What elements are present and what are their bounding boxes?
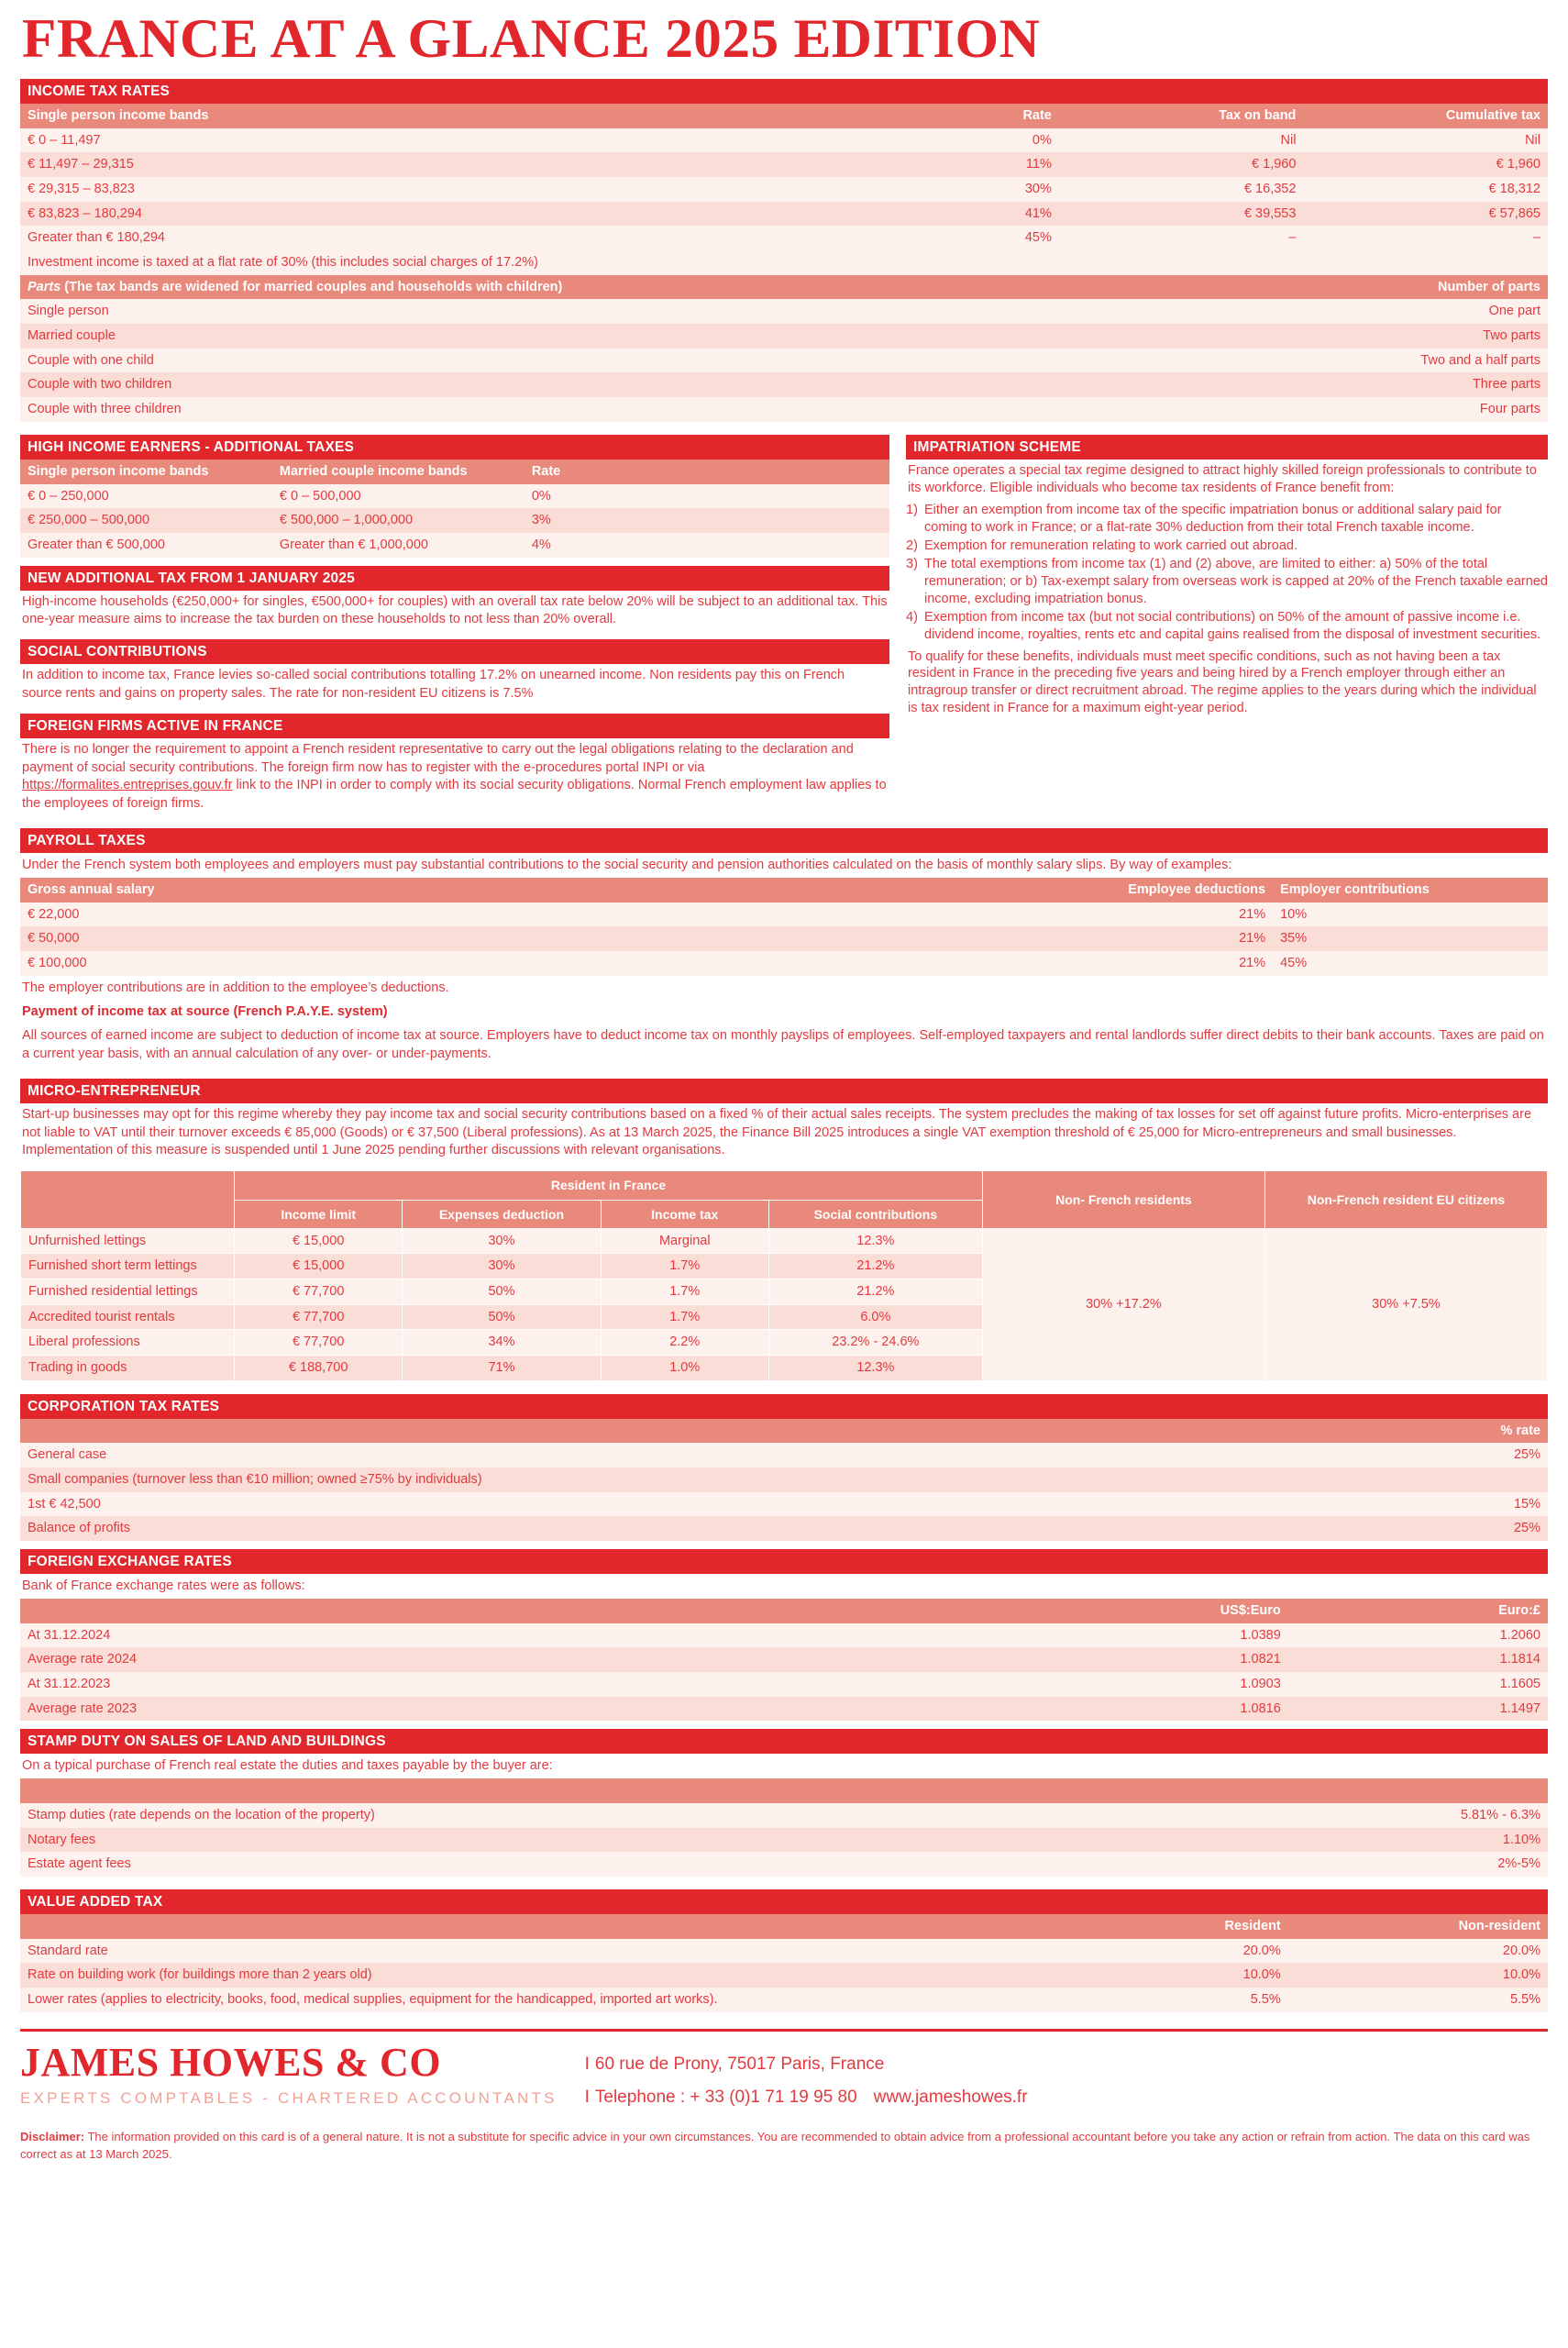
company-tagline: EXPERTS COMPTABLES - CHARTERED ACCOUNTANTS xyxy=(20,2088,558,2107)
telephone-line xyxy=(585,2081,1548,2114)
table-row xyxy=(20,202,1548,227)
cell-resident-rate: 20.0% xyxy=(1029,1939,1288,1964)
cell-category: Accredited tourist rentals xyxy=(21,1304,235,1330)
cell-expenses-deduction: 30% xyxy=(403,1228,601,1254)
col-percent-rate: % rate xyxy=(1288,1419,1548,1444)
cell-parts: Three parts xyxy=(1089,372,1548,397)
fx-table xyxy=(20,1599,1548,1721)
cell-tax-on-band: € 39,553 xyxy=(1059,202,1304,227)
table-row xyxy=(20,299,1548,324)
cell-household: Married couple xyxy=(20,324,1089,349)
col-resident: Resident xyxy=(1029,1914,1288,1939)
corporation-header: CORPORATION TAX RATES xyxy=(20,1394,1548,1419)
foreign-firms-text-2: link to the INPI in order to comply with its social security obligations. Normal French employment law applies to the employees of foreign firms. xyxy=(22,778,887,811)
table-row xyxy=(20,926,1548,951)
cell-household: Single person xyxy=(20,299,1089,324)
cell-non-resident-rate: 5.5% xyxy=(1288,1988,1548,2012)
cell-income-limit: € 188,700 xyxy=(235,1356,403,1381)
bullet-marker: I xyxy=(584,2054,590,2074)
payroll-table xyxy=(20,878,1548,976)
cell-tax-on-band: € 1,960 xyxy=(1059,152,1304,177)
table-row xyxy=(20,1828,1548,1853)
foreign-firms-header: FOREIGN FIRMS ACTIVE IN FRANCE xyxy=(20,714,889,738)
parts-header-rest: (The tax bands are widened for married couples and households with children) xyxy=(61,279,563,294)
stamp-duty-header: STAMP DUTY ON SALES OF LAND AND BUILDINGS xyxy=(20,1729,1548,1754)
cell-expenses-deduction: 34% xyxy=(403,1330,601,1356)
fx-header: FOREIGN EXCHANGE RATES xyxy=(20,1549,1548,1574)
col-tax-on-band: Tax on band xyxy=(1059,104,1304,128)
cell-employer-contribution: 10% xyxy=(1273,903,1548,927)
table-row xyxy=(20,1697,1548,1722)
cell-period: At 31.12.2023 xyxy=(20,1672,1029,1697)
cell-expenses-deduction: 30% xyxy=(403,1254,601,1279)
cell-parts: One part xyxy=(1089,299,1548,324)
cell-period: Average rate 2023 xyxy=(20,1697,1029,1722)
cell-resident-rate: 5.5% xyxy=(1029,1988,1288,2012)
foreign-firms-text-1: There is no longer the requirement to appoint a French resident representative to carry out the legal obligations relating to the declaration and payment of social security contributions. The foreign firm now has to register with the e-procedures portal INPI or via xyxy=(22,742,854,775)
cell-usd-euro: 1.0816 xyxy=(1029,1697,1288,1722)
parts-header-row xyxy=(20,275,1548,300)
company-brand xyxy=(20,2039,558,2108)
high-income-header: HIGH INCOME EARNERS - ADDITIONAL TAXES xyxy=(20,435,889,460)
col-employee-deductions: Employee deductions xyxy=(983,878,1274,903)
col-social-contributions: Social contributions xyxy=(768,1200,982,1228)
table-row xyxy=(20,1988,1548,2012)
col-corporation-blank xyxy=(20,1419,1288,1444)
impatriation-intro: France operates a special tax regime designed to attract highly skilled foreign professionals to contribute to its workforce. Eligible individuals who become tax residents of France benefit from: xyxy=(908,462,1537,495)
cell-income-tax: 2.2% xyxy=(601,1330,768,1356)
cell-vat-type: Standard rate xyxy=(20,1939,1029,1964)
cell-salary: € 22,000 xyxy=(20,903,983,927)
section-social-contributions xyxy=(20,639,889,705)
section-corporation-tax xyxy=(20,1394,1548,1541)
cell-cumulative: Nil xyxy=(1303,128,1548,153)
cell-cumulative: € 57,865 xyxy=(1303,202,1548,227)
col-married-bands: Married couple income bands xyxy=(272,460,525,484)
table-header-row xyxy=(20,1778,1548,1803)
micro-rental-table xyxy=(20,1170,1548,1380)
cell-income-tax: 1.7% xyxy=(601,1254,768,1279)
col-income-tax: Income tax xyxy=(601,1200,768,1228)
payroll-intro: Under the French system both employees and employers must pay substantial contributions to the social security and pension authorities calculated on the basis of monthly salary slips. By way of examples: xyxy=(22,858,1232,873)
table-header-row xyxy=(20,104,1548,128)
disclaimer xyxy=(20,2120,1548,2164)
item-text: The total exemptions from income tax (1) and (2) above, are limited to either: a) 50% of the total remuneration; or b) Tax-exempt salary from overseas work is capped at 20% of the French taxable earned income, excluding impatriation bonus. xyxy=(924,556,1548,607)
item-number: 1) xyxy=(906,502,918,517)
list-item xyxy=(906,537,1548,555)
right-column xyxy=(906,435,1548,720)
col-non-french-eu-citizens: Non-French resident EU citizens xyxy=(1264,1171,1547,1228)
cell-rate: 45% xyxy=(845,226,1059,250)
vat-table xyxy=(20,1914,1548,2012)
parts-header-label xyxy=(20,275,1089,300)
parts-table xyxy=(20,275,1548,422)
table-row xyxy=(20,508,889,533)
table-row xyxy=(20,1852,1548,1877)
left-column xyxy=(20,435,889,815)
cell-married-band: Greater than € 1,000,000 xyxy=(272,533,525,558)
col-category xyxy=(21,1171,235,1228)
list-item xyxy=(906,609,1548,644)
cell-duty-rate: 5.81% - 6.3% xyxy=(1288,1803,1548,1828)
col-resident-in-france: Resident in France xyxy=(235,1171,983,1200)
stamp-duty-table xyxy=(20,1778,1548,1877)
footer-divider xyxy=(20,2029,1548,2032)
cell-employee-deduction: 21% xyxy=(983,926,1274,951)
cell-non-french-residents: 30% +17.2% xyxy=(982,1228,1264,1380)
cell-non-french-eu-citizens: 30% +7.5% xyxy=(1264,1228,1547,1380)
cell-employee-deduction: 21% xyxy=(983,951,1274,976)
cell-parts: Two and a half parts xyxy=(1089,349,1548,373)
table-row xyxy=(20,1647,1548,1672)
cell-income-limit: € 77,700 xyxy=(235,1304,403,1330)
telephone-text: Telephone : + 33 (0)1 71 19 95 80 xyxy=(594,2087,857,2107)
cell-usd-euro: 1.0903 xyxy=(1029,1672,1288,1697)
cell-married-band: € 500,000 – 1,000,000 xyxy=(272,508,525,533)
cell-rate: 25% xyxy=(1288,1516,1548,1541)
foreign-firms-body xyxy=(20,738,889,815)
cell-category: Unfurnished lettings xyxy=(21,1228,235,1254)
cell-income-tax: Marginal xyxy=(601,1228,768,1254)
cell-duty-type: Stamp duties (rate depends on the location of the property) xyxy=(20,1803,1288,1828)
col-gross-salary: Gross annual salary xyxy=(20,878,983,903)
table-row xyxy=(20,128,1548,153)
payroll-note: The employer contributions are in addition to the employee’s deductions. xyxy=(22,980,449,995)
table-row xyxy=(20,372,1548,397)
cell-rate: 4% xyxy=(525,533,889,558)
company-name: JAMES HOWES & CO xyxy=(20,2039,442,2085)
cell-non-resident-rate: 10.0% xyxy=(1288,1963,1548,1988)
table-row xyxy=(20,226,1548,250)
income-tax-table xyxy=(20,104,1548,275)
cell-band: € 0 – 11,497 xyxy=(20,128,845,153)
cell-social-contributions: 23.2% - 24.6% xyxy=(768,1330,982,1356)
cell-income-limit: € 77,700 xyxy=(235,1279,403,1304)
investment-income-note: Investment income is taxed at a flat rate of 30% (this includes social charges of 17.2%) xyxy=(20,250,1548,275)
website-link[interactable]: www.jameshowes.fr xyxy=(873,2087,1028,2107)
cell-single-band: € 0 – 250,000 xyxy=(20,484,272,509)
cell-income-tax: 1.7% xyxy=(601,1304,768,1330)
cell-income-tax: 1.0% xyxy=(601,1356,768,1381)
contact-block xyxy=(585,2043,1548,2114)
cell-period: Average rate 2024 xyxy=(20,1647,1029,1672)
cell-single-band: € 250,000 – 500,000 xyxy=(20,508,272,533)
new-additional-tax-body: High-income households (€250,000+ for singles, €500,000+ for couples) with an overall tax rate below 20% will be subject to an additional tax. This one-year measure aims to increase the tax burden on these households to not less than 20% overall. xyxy=(22,593,888,626)
table-row xyxy=(20,397,1548,422)
section-payroll-taxes xyxy=(20,828,1548,1066)
item-number: 4) xyxy=(906,610,918,626)
cell-tax-on-band: – xyxy=(1059,226,1304,250)
cell-rate: 0% xyxy=(845,128,1059,153)
cell-social-contributions: 21.2% xyxy=(768,1254,982,1279)
cell-duty-rate: 2%-5% xyxy=(1288,1852,1548,1877)
cell-rate: 15% xyxy=(1288,1492,1548,1517)
cell-salary: € 100,000 xyxy=(20,951,983,976)
cell-cumulative: € 1,960 xyxy=(1303,152,1548,177)
address-text: 60 rue de Prony, 75017 Paris, France xyxy=(594,2054,885,2074)
cell-duty-type: Estate agent fees xyxy=(20,1852,1288,1877)
new-additional-tax-header: NEW ADDITIONAL TAX FROM 1 JANUARY 2025 xyxy=(20,566,889,591)
list-item xyxy=(906,556,1548,608)
cell-expenses-deduction: 71% xyxy=(403,1356,601,1381)
col-vat-blank xyxy=(20,1914,1029,1939)
cell-employer-contribution: 35% xyxy=(1273,926,1548,951)
cell-parts: Two parts xyxy=(1089,324,1548,349)
paye-body: All sources of earned income are subject to deduction of income tax at source. Employers have to deduct income tax on monthly payslips of employees. Self-employed taxpayers and rental landlords suffer direct debits to their bank accounts. Taxes are paid on a current year basis, with an annual calculation of any over- or under-payments. xyxy=(22,1028,1544,1061)
cell-rate: 3% xyxy=(525,508,889,533)
section-foreign-exchange xyxy=(20,1549,1548,1721)
page-title: FRANCE AT A GLANCE 2025 EDITION xyxy=(22,8,1041,69)
corporation-table xyxy=(20,1419,1548,1541)
table-row xyxy=(20,1672,1548,1697)
col-income-limit: Income limit xyxy=(235,1200,403,1228)
cell-rate xyxy=(1288,1468,1548,1492)
col-rate: Rate xyxy=(845,104,1059,128)
cell-euro-gbp: 1.2060 xyxy=(1288,1623,1548,1648)
section-stamp-duty xyxy=(20,1729,1548,1877)
cell-category: Trading in goods xyxy=(21,1356,235,1381)
footer xyxy=(20,2039,1548,2120)
col-cumulative-tax: Cumulative tax xyxy=(1303,104,1548,128)
col-expenses-deduction: Expenses deduction xyxy=(403,1200,601,1228)
cell-euro-gbp: 1.1497 xyxy=(1288,1697,1548,1722)
col-income-bands: Single person income bands xyxy=(20,104,845,128)
table-row xyxy=(20,152,1548,177)
section-new-additional-tax xyxy=(20,566,889,632)
inpi-portal-link[interactable]: https://formalites.entreprises.gouv.fr xyxy=(22,778,233,793)
cell-income-limit: € 15,000 xyxy=(235,1228,403,1254)
micro-body: Start-up businesses may opt for this regime whereby they pay income tax and social security contributions based on a fixed % of their actual sales receipts. The system precludes the making of tax losses for set off against future profits. Micro-enterprises are not liable to VAT until their turnover exceeds € 85,000 (Goods) or € 37,500 (Liberal professions). As at 13 March 2025, the Finance Bill 2025 introduces a single VAT exemption threshold of € 25,000 for Micro-entrepreneurs and small businesses. Implementation of this measure is suspended until 1 June 2025 pending further discussions with relevant organisations. xyxy=(22,1107,1532,1158)
cell-rate: 0% xyxy=(525,484,889,509)
col-usd-euro: US$:Euro xyxy=(1029,1599,1288,1623)
stamp-duty-intro: On a typical purchase of French real estate the duties and taxes payable by the buyer are: xyxy=(22,1758,553,1774)
income-tax-header: INCOME TAX RATES xyxy=(20,79,1548,104)
cell-duty-rate: 1.10% xyxy=(1288,1828,1548,1853)
cell-income-limit: € 77,700 xyxy=(235,1330,403,1356)
fx-intro: Bank of France exchange rates were as follows: xyxy=(22,1578,305,1594)
cell-employer-contribution: 45% xyxy=(1273,951,1548,976)
col-number-of-parts: Number of parts xyxy=(1089,275,1548,300)
table-row xyxy=(20,324,1548,349)
table-row xyxy=(20,1963,1548,1988)
social-contributions-header: SOCIAL CONTRIBUTIONS xyxy=(20,639,889,664)
table-row xyxy=(21,1228,1548,1254)
cell-household: Couple with two children xyxy=(20,372,1089,397)
item-text: Either an exemption from income tax of the specific impatriation bonus or additional salary paid for coming to work in France; or a flat-rate 30% deduction from their total French taxable income. xyxy=(924,502,1502,535)
cell-usd-euro: 1.0821 xyxy=(1029,1647,1288,1672)
disclaimer-label: Disclaimer: xyxy=(20,2129,85,2143)
table-row xyxy=(20,177,1548,202)
table-row xyxy=(20,1492,1548,1517)
table-header-row xyxy=(20,878,1548,903)
cell-employee-deduction: 21% xyxy=(983,903,1274,927)
social-contributions-body: In addition to income tax, France levies so-called social contributions totalling 17.2% on unearned income. Non residents pay this on French source rents and gains on property sales. The rate for non-resident EU citizens is 7.5% xyxy=(22,668,845,701)
cell-cumulative: € 18,312 xyxy=(1303,177,1548,202)
payroll-header: PAYROLL TAXES xyxy=(20,828,1548,853)
col-euro-gbp: Euro:£ xyxy=(1288,1599,1548,1623)
table-header-row xyxy=(20,1599,1548,1623)
cell-case: General case xyxy=(20,1443,1288,1468)
table-header-row xyxy=(20,1914,1548,1939)
section-micro-entrepreneur xyxy=(20,1079,1548,1381)
impatriation-header: IMPATRIATION SCHEME xyxy=(906,435,1548,460)
cell-social-contributions: 6.0% xyxy=(768,1304,982,1330)
table-row xyxy=(20,1516,1548,1541)
micro-header: MICRO-ENTREPRENEUR xyxy=(20,1079,1548,1103)
cell-band: € 83,823 – 180,294 xyxy=(20,202,845,227)
table-header-row-group xyxy=(21,1171,1548,1200)
col-rate: Rate xyxy=(525,460,889,484)
cell-resident-rate: 10.0% xyxy=(1029,1963,1288,1988)
cell-married-band: € 0 – 500,000 xyxy=(272,484,525,509)
cell-band: € 11,497 – 29,315 xyxy=(20,152,845,177)
col-non-resident: Non-resident xyxy=(1288,1914,1548,1939)
cell-rate: 30% xyxy=(845,177,1059,202)
high-income-table xyxy=(20,460,889,558)
cell-euro-gbp: 1.1814 xyxy=(1288,1647,1548,1672)
cell-euro-gbp: 1.1605 xyxy=(1288,1672,1548,1697)
table-row xyxy=(20,1468,1548,1492)
cell-band: € 29,315 – 83,823 xyxy=(20,177,845,202)
cell-category: Furnished short term lettings xyxy=(21,1254,235,1279)
cell-rate: 11% xyxy=(845,152,1059,177)
table-row xyxy=(20,484,889,509)
item-number: 2) xyxy=(906,537,918,553)
cell-social-contributions: 12.3% xyxy=(768,1356,982,1381)
cell-duty-type: Notary fees xyxy=(20,1828,1288,1853)
cell-usd-euro: 1.0389 xyxy=(1029,1623,1288,1648)
section-value-added-tax xyxy=(20,1889,1548,2012)
col-stamp-rate xyxy=(1288,1778,1548,1803)
table-header-row xyxy=(20,1419,1548,1444)
cell-category: Furnished residential lettings xyxy=(21,1279,235,1304)
cell-rate: 25% xyxy=(1288,1443,1548,1468)
cell-salary: € 50,000 xyxy=(20,926,983,951)
cell-social-contributions: 21.2% xyxy=(768,1279,982,1304)
address-line xyxy=(585,2048,1548,2081)
disclaimer-body: The information provided on this card is of a general nature. It is not a substitute for specific advice in your own circumstances. You are recommended to obtain advice from a professional accountant before you take any action or refrain from action. The data on this card was correct as at 13 March 2025. xyxy=(20,2129,1530,2161)
col-employer-contributions: Employer contributions xyxy=(1273,878,1548,903)
cell-case: Small companies (turnover less than €10 million; owned ≥75% by individuals) xyxy=(20,1468,1288,1492)
section-impatriation xyxy=(906,435,1548,720)
cell-income-limit: € 15,000 xyxy=(235,1254,403,1279)
vat-header: VALUE ADDED TAX xyxy=(20,1889,1548,1914)
bullet-marker: I xyxy=(584,2087,590,2107)
cell-income-tax: 1.7% xyxy=(601,1279,768,1304)
cell-category: Liberal professions xyxy=(21,1330,235,1356)
cell-household: Couple with one child xyxy=(20,349,1089,373)
item-text: Exemption for remuneration relating to work carried out abroad. xyxy=(924,537,1298,553)
table-row xyxy=(20,1443,1548,1468)
section-high-income-earners xyxy=(20,435,889,558)
list-item xyxy=(906,502,1548,537)
cell-vat-type: Rate on building work (for buildings more than 2 years old) xyxy=(20,1963,1029,1988)
cell-case: 1st € 42,500 xyxy=(20,1492,1288,1517)
item-text: Exemption from income tax (but not social contributions) on 50% of the amount of passive income i.e. dividend income, royalties, rents etc and capital gains realised from the disposal of investment securities. xyxy=(924,610,1541,643)
cell-cumulative: – xyxy=(1303,226,1548,250)
cell-band: Greater than € 180,294 xyxy=(20,226,845,250)
cell-expenses-deduction: 50% xyxy=(403,1279,601,1304)
cell-period: At 31.12.2024 xyxy=(20,1623,1029,1648)
cell-case: Balance of profits xyxy=(20,1516,1288,1541)
cell-vat-type: Lower rates (applies to electricity, books, food, medical supplies, equipment for the handicapped, imported art works). xyxy=(20,1988,1029,2012)
cell-social-contributions: 12.3% xyxy=(768,1228,982,1254)
table-row xyxy=(20,1623,1548,1648)
item-number: 3) xyxy=(906,556,918,571)
cell-tax-on-band: € 16,352 xyxy=(1059,177,1304,202)
table-header-row xyxy=(20,460,889,484)
table-row xyxy=(20,1803,1548,1828)
section-income-tax xyxy=(20,79,1548,422)
cell-parts: Four parts xyxy=(1089,397,1548,422)
col-non-french-residents: Non- French residents xyxy=(982,1171,1264,1228)
investment-note-row xyxy=(20,250,1548,275)
cell-rate: 41% xyxy=(845,202,1059,227)
table-row xyxy=(20,533,889,558)
table-row xyxy=(20,349,1548,373)
cell-single-band: Greater than € 500,000 xyxy=(20,533,272,558)
cell-non-resident-rate: 20.0% xyxy=(1288,1939,1548,1964)
impatriation-outro: To qualify for these benefits, individuals must meet specific conditions, such as not having been a tax resident in France in the preceding five years and being hired by a French employer through either an intragroup transfer or direct recruitment abroad. The regime applies to the years during which the individual is tax resident in France for a maximum eight-year period. xyxy=(908,648,1537,716)
parts-italic: Parts xyxy=(28,279,61,294)
cell-tax-on-band: Nil xyxy=(1059,128,1304,153)
cell-expenses-deduction: 50% xyxy=(403,1304,601,1330)
col-stamp-blank xyxy=(20,1778,1288,1803)
table-row xyxy=(20,903,1548,927)
table-row xyxy=(20,1939,1548,1964)
impatriation-list xyxy=(906,500,1548,645)
table-row xyxy=(20,951,1548,976)
paye-title: Payment of income tax at source (French P.A.Y.E. system) xyxy=(22,1004,388,1020)
section-foreign-firms xyxy=(20,714,889,815)
col-single-bands: Single person income bands xyxy=(20,460,272,484)
cell-household: Couple with three children xyxy=(20,397,1089,422)
two-column-region xyxy=(20,435,1548,815)
col-fx-blank xyxy=(20,1599,1029,1623)
